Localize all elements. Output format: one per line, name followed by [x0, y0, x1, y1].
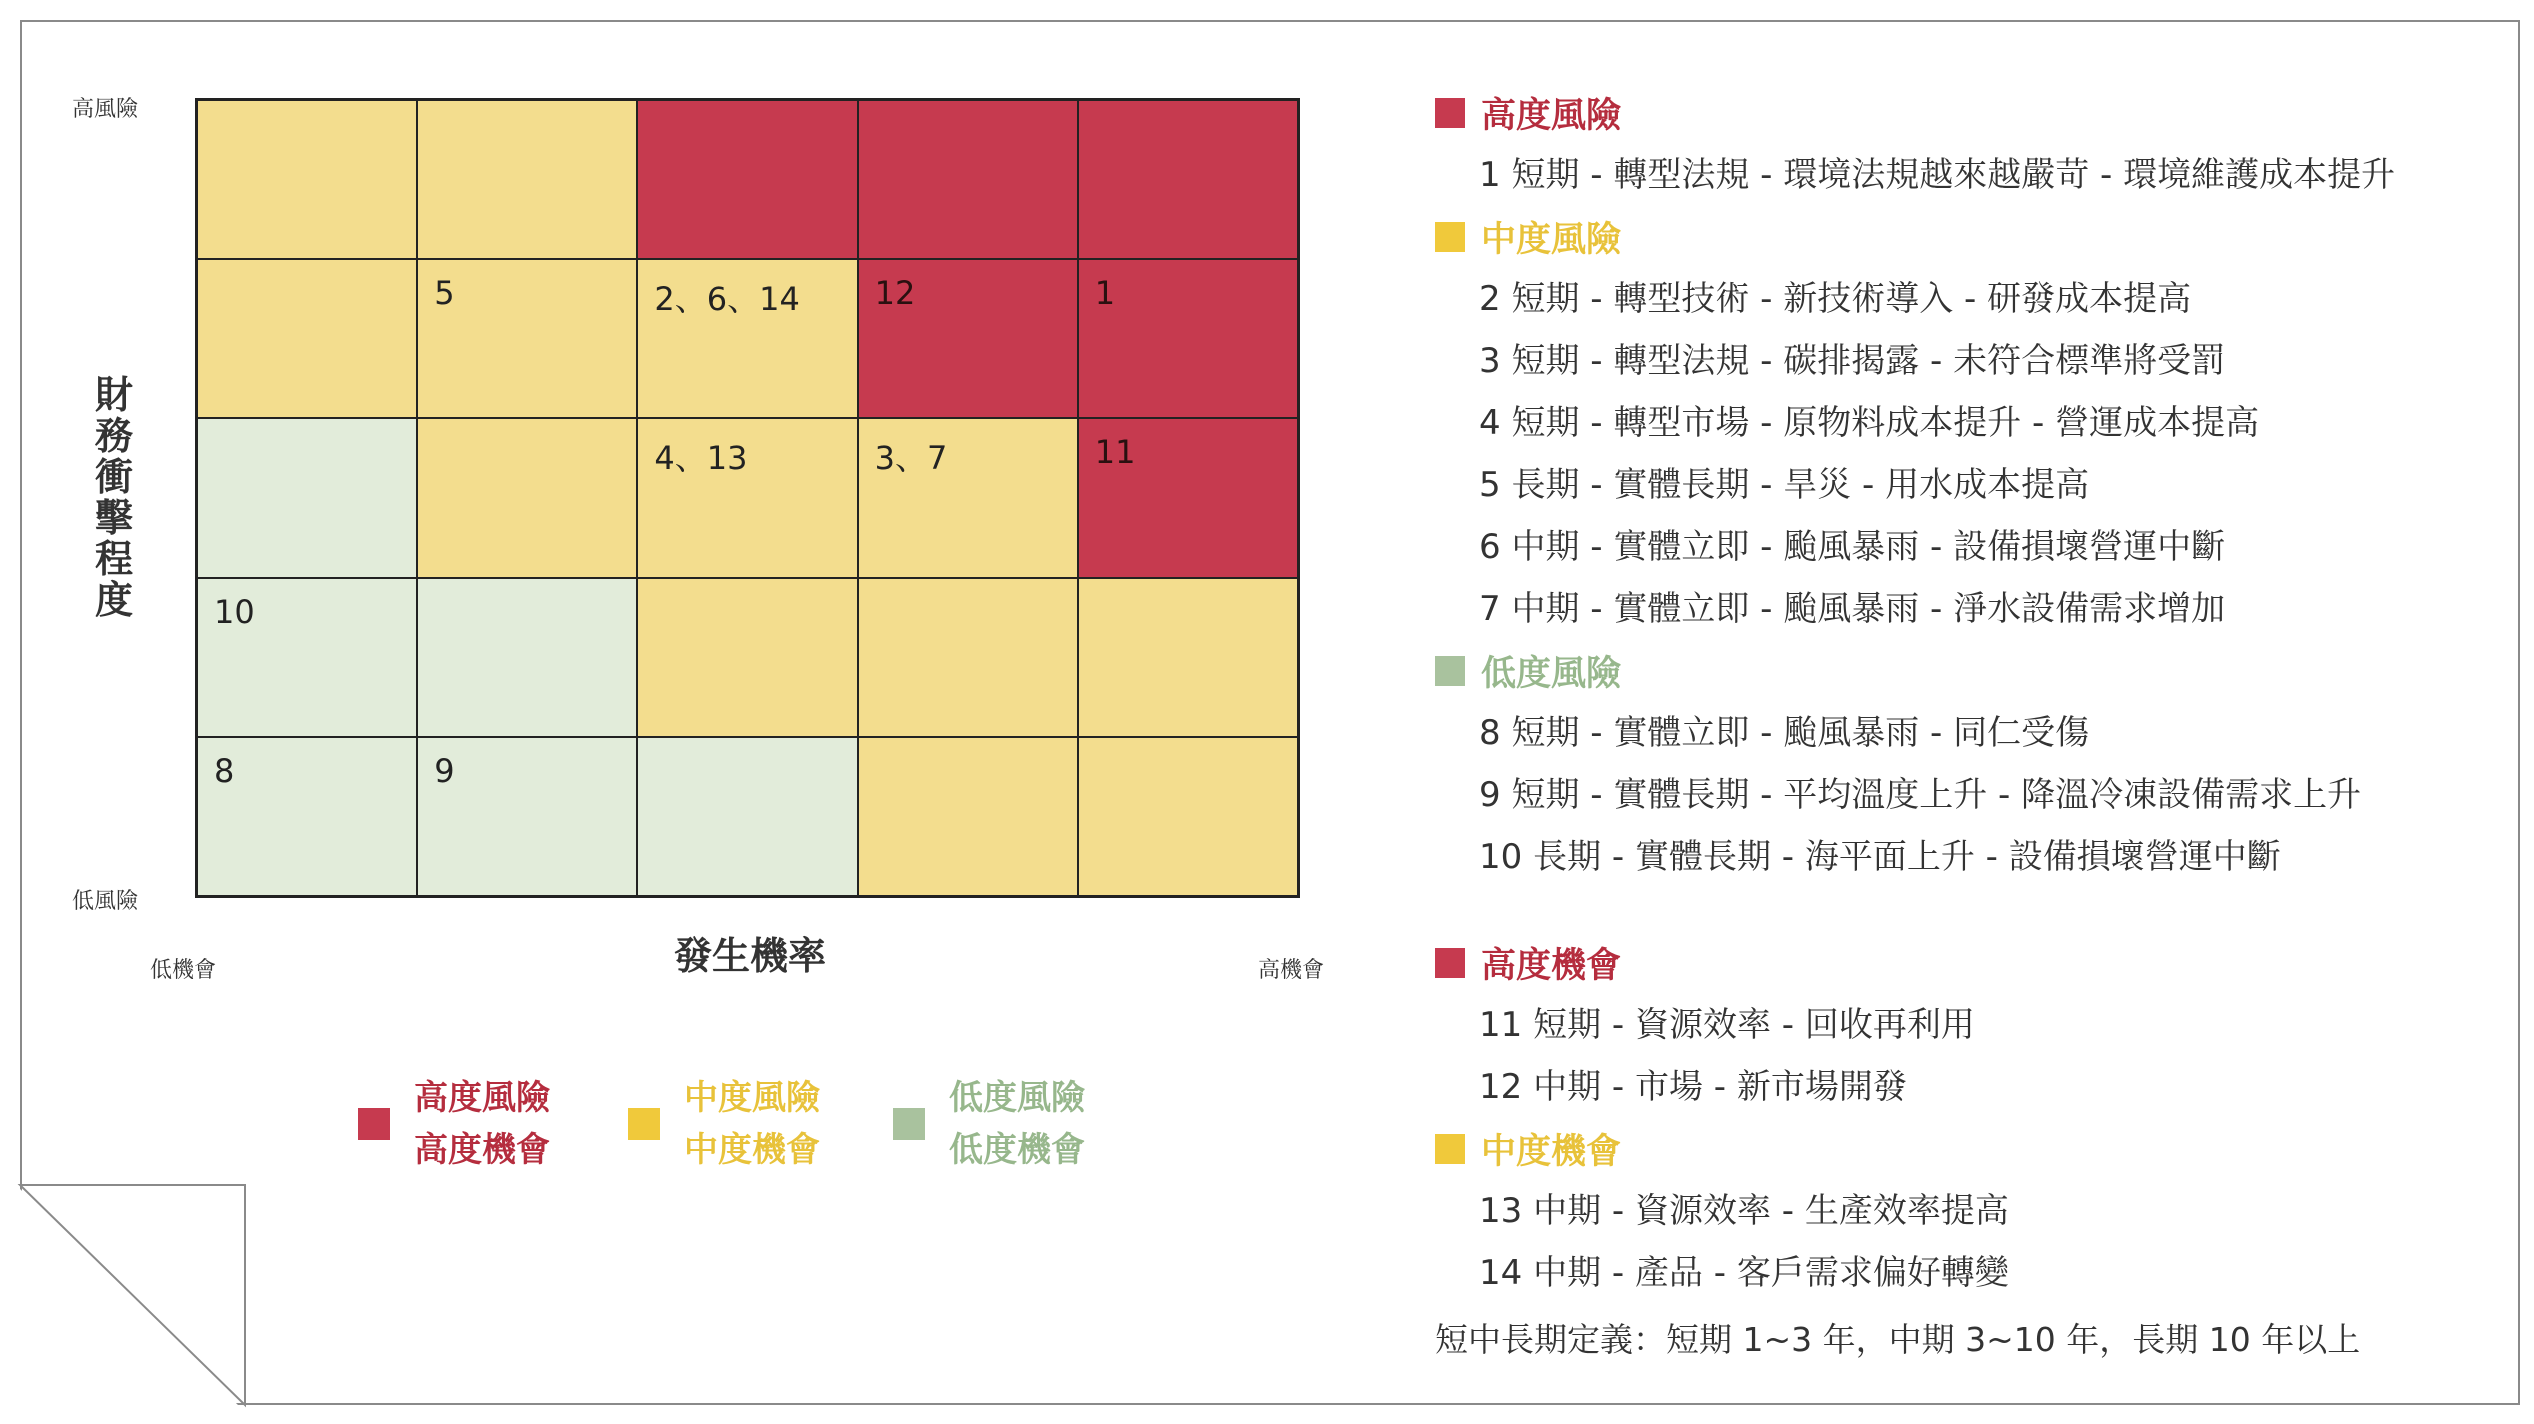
risk-item: 5 長期 - 實體長期 - 旱災 - 用水成本提高 [1479, 465, 2090, 505]
y-axis-low-label: 低風險 [72, 889, 139, 914]
legend-high-risk-label: 高度風險 [414, 1078, 550, 1118]
risk-item: 8 短期 - 實體立即 - 颱風暴雨 - 同仁受傷 [1479, 713, 2090, 753]
opportunity-item: 11 短期 - 資源效率 - 回收再利用 [1479, 1005, 1975, 1045]
matrix-cell: 3、7 [858, 418, 1078, 577]
y-axis-high-label: 高風險 [72, 97, 139, 122]
risk-item: 6 中期 - 實體立即 - 颱風暴雨 - 設備損壞營運中斷 [1479, 527, 2226, 567]
matrix-cell [197, 418, 417, 577]
matrix-cell [417, 418, 637, 577]
medium-risk-header: 中度風險 [1435, 206, 2495, 268]
matrix-cell: 11 [1078, 418, 1298, 577]
matrix-cell [637, 578, 857, 737]
term-definition-note: 短中長期定義：短期 1~3 年，中期 3~10 年，長期 10 年以上 [1435, 1320, 2361, 1359]
legend-high-opportunity-label: 高度機會 [414, 1130, 550, 1170]
legend-low-swatch [893, 1108, 925, 1140]
high-risk-header: 高度風險 [1435, 82, 2495, 144]
risk-item: 4 短期 - 轉型市場 - 原物料成本提升 - 營運成本提高 [1479, 403, 2260, 443]
matrix-cell [197, 100, 417, 259]
x-axis-title: 發生機率 [673, 934, 826, 978]
risk-item: 1 短期 - 轉型法規 - 環境法規越來越嚴苛 - 環境維護成本提升 [1479, 155, 2396, 195]
opportunity-item: 14 中期 - 產品 - 客戶需求偏好轉變 [1479, 1253, 2009, 1293]
matrix-cell: 8 [197, 737, 417, 896]
x-axis-low-label: 低機會 [150, 958, 217, 983]
risk-item: 3 短期 - 轉型法規 - 碳排揭露 - 未符合標準將受罰 [1479, 341, 2226, 381]
risk-item: 2 短期 - 轉型技術 - 新技術導入 - 研發成本提高 [1479, 279, 2192, 319]
matrix-cell: 12 [858, 259, 1078, 418]
legend-medium-opportunity-label: 中度機會 [684, 1130, 820, 1170]
legend-high-swatch [358, 1108, 390, 1140]
matrix-cell [637, 737, 857, 896]
low-risk-header: 低度風險 [1435, 640, 2495, 702]
risk-item: 9 短期 - 實體長期 - 平均溫度上升 - 降溫冷凍設備需求上升 [1479, 775, 2362, 815]
matrix-cell [858, 578, 1078, 737]
matrix-cell [1078, 737, 1298, 896]
matrix-cell [417, 100, 637, 259]
matrix-cell [858, 100, 1078, 259]
matrix-cell [1078, 578, 1298, 737]
legend-low-opportunity-label: 低度機會 [949, 1130, 1085, 1170]
matrix-cell: 9 [417, 737, 637, 896]
matrix-cell: 4、13 [637, 418, 857, 577]
risk-matrix [195, 98, 1300, 898]
matrix-cell [637, 100, 857, 259]
matrix-cell [858, 737, 1078, 896]
y-axis-title: 財務衝擊程度 [94, 373, 133, 622]
legend-medium-risk-label: 中度風險 [684, 1078, 820, 1118]
opportunity-item: 12 中期 - 市場 - 新市場開發 [1479, 1067, 1907, 1107]
matrix-cell [1078, 100, 1298, 259]
matrix-cell [417, 578, 637, 737]
matrix-cell: 5 [417, 259, 637, 418]
high-opportunity-header: 高度機會 [1435, 932, 2495, 994]
legend-low [893, 1072, 1085, 1176]
legend-medium-swatch [628, 1108, 660, 1140]
risk-opportunity-list [1435, 82, 2495, 1361]
legend-high [358, 1072, 550, 1176]
matrix-cell [197, 259, 417, 418]
x-axis-high-label: 高機會 [1258, 958, 1325, 983]
risk-item: 7 中期 - 實體立即 - 颱風暴雨 - 淨水設備需求增加 [1479, 589, 2226, 629]
legend-low-risk-label: 低度風險 [949, 1078, 1085, 1118]
matrix-cell: 10 [197, 578, 417, 737]
matrix-cell: 2、6、14 [637, 259, 857, 418]
matrix-cell: 1 [1078, 259, 1298, 418]
medium-opportunity-header: 中度機會 [1435, 1118, 2495, 1180]
legend-medium [628, 1072, 820, 1176]
opportunity-item: 13 中期 - 資源效率 - 生產效率提高 [1479, 1191, 2009, 1231]
risk-item: 10 長期 - 實體長期 - 海平面上升 - 設備損壞營運中斷 [1479, 837, 2281, 877]
